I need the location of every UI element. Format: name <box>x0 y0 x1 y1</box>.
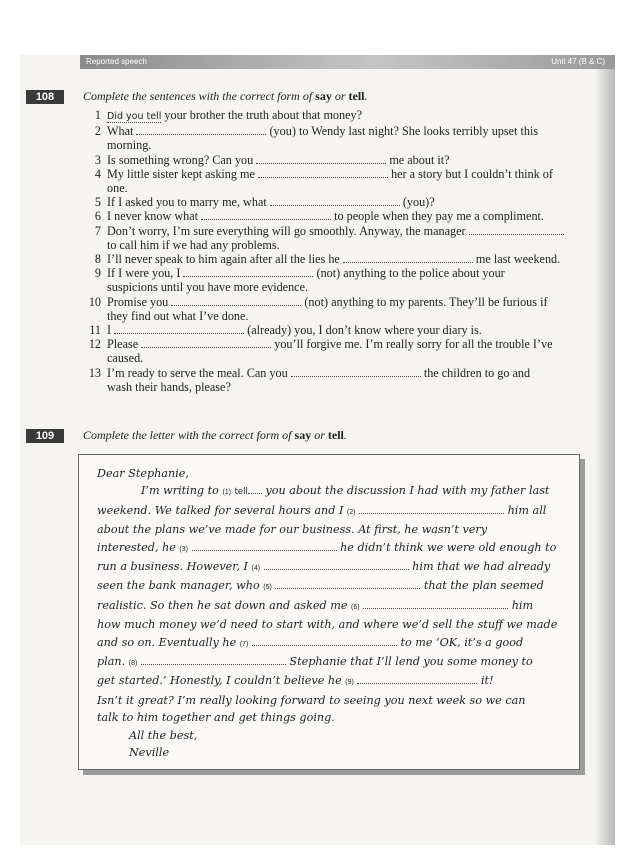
sentence-text <box>107 108 611 124</box>
gap-number: (3) <box>179 545 188 553</box>
letter-closing: All the best, <box>129 728 198 742</box>
sentence-text <box>107 209 611 223</box>
header-unit-label: Unit 47 (B & C) <box>551 57 605 66</box>
sentence-item <box>83 195 611 209</box>
instruction-text: Complete the letter with the correct form of <box>83 428 295 442</box>
answer-blank[interactable] <box>141 337 271 348</box>
textbook-page <box>20 55 615 845</box>
sentence-number: 2 <box>94 124 101 139</box>
answer-blank[interactable] <box>357 673 477 684</box>
letter-signature: Neville <box>129 746 170 760</box>
sentence-text <box>107 366 611 394</box>
answer-blank[interactable] <box>183 266 313 277</box>
sentence-part: My little sister kept asking me <box>107 166 258 181</box>
letter-line: how much money we’d need to start with, and where we’d sell the stuff we made <box>97 618 558 632</box>
sentence-part: I’ll never speak to him again after all the lies he <box>107 252 343 267</box>
sentence-text <box>107 252 611 266</box>
sentence-item <box>83 124 611 152</box>
sentence-part: me about it? <box>386 152 450 167</box>
letter-line: seen the bank manager, who (5) that the plan seemed <box>97 579 544 593</box>
instruction-or: or <box>311 428 328 442</box>
sentence-part: (already) you, I don’t know where your diary is. <box>244 323 482 338</box>
exercise-108-instruction <box>83 89 368 104</box>
exercise-108-sentence-list <box>83 108 611 394</box>
sentence-part: I never know what <box>107 209 202 224</box>
sentence-number: 8 <box>94 252 101 267</box>
sentence-part: Is something wrong? Can you <box>107 152 257 167</box>
answer-blank[interactable] <box>469 224 564 235</box>
letter-line: run a business. However, I (4) him that we had already <box>97 560 551 574</box>
gap-number: (2) <box>346 508 356 516</box>
sentence-part: (you)? <box>399 195 435 210</box>
answer-blank[interactable] <box>248 483 262 494</box>
answer-blank[interactable] <box>256 153 386 164</box>
keyword-tell: tell <box>327 428 344 442</box>
answer-blank[interactable] <box>252 635 397 646</box>
instruction-end: . <box>364 89 368 103</box>
gap-number: (9) <box>345 679 354 687</box>
sentence-text <box>107 124 611 152</box>
sentence-number: 4 <box>94 166 101 181</box>
keyword-tell: tell <box>348 89 365 103</box>
sentence-number: 13 <box>88 365 101 380</box>
sentence-text <box>107 323 611 337</box>
sentence-item <box>83 323 611 337</box>
sentence-number: 12 <box>88 337 101 352</box>
instruction-or: or <box>331 89 349 103</box>
sentence-part: (not) anything to the police about your <box>313 266 505 281</box>
answer-blank[interactable] <box>171 295 301 306</box>
sentence-item <box>83 266 611 294</box>
sentence-number: 7 <box>94 223 101 238</box>
answer-blank[interactable] <box>201 209 331 220</box>
answer-blank[interactable] <box>359 503 504 514</box>
keyword-say: say <box>294 428 312 442</box>
sentence-continuation: to call him if we had any problems. <box>107 237 280 252</box>
sentence-part: (not) anything to my parents. They’ll be furious if <box>301 294 548 309</box>
sentence-item <box>83 224 611 252</box>
gap-number: (6) <box>351 603 360 611</box>
sentence-number: 9 <box>94 266 101 281</box>
sentence-item <box>83 167 611 195</box>
sentence-text <box>107 295 611 323</box>
letter-text <box>97 465 579 762</box>
sentence-text <box>107 195 611 209</box>
keyword-say: say <box>315 89 332 103</box>
sentence-part: to people when they pay me a compliment. <box>331 209 544 224</box>
letter-line: Isn’t it great? I’m really looking forward to seeing you next week so we can <box>97 693 526 707</box>
gap-number: (4) <box>251 565 261 573</box>
answer-blank[interactable] <box>114 323 244 334</box>
sentence-part: Don’t worry, I’m sure everything will go smoothly. Anyway, the manager <box>107 223 469 238</box>
answer-blank[interactable] <box>192 540 337 551</box>
sentence-part: (you) to Wendy last night? She looks terribly upset this <box>266 124 539 139</box>
sentence-part: If I were you, I <box>107 266 184 281</box>
letter-greeting: Dear Stephanie, <box>97 467 189 480</box>
sentence-item <box>83 295 611 323</box>
sentence-item <box>83 252 611 266</box>
exercise-number-108: 108 <box>26 90 64 104</box>
answer-blank[interactable] <box>363 598 508 609</box>
gap-number: (5) <box>263 584 272 592</box>
sentence-part: your brother the truth about that money? <box>161 108 363 122</box>
sentence-part: I <box>107 323 115 338</box>
sentence-number: 5 <box>94 195 101 210</box>
sentence-continuation: they find out what I’ve done. <box>107 308 249 323</box>
sentence-item <box>83 366 611 394</box>
sentence-part: What <box>107 124 137 139</box>
exercise-109-instruction <box>83 428 347 443</box>
letter-line: I’m writing to (1) tell you about the discussion I had with my father last <box>141 484 550 498</box>
sentence-number: 6 <box>94 209 101 224</box>
letter-line: about the plans we’ve made for our business. At first, he wasn’t very <box>97 523 488 537</box>
answer-blank[interactable] <box>258 167 388 178</box>
gap-number: (1) <box>222 489 231 497</box>
sentence-number: 11 <box>89 323 101 338</box>
sentence-text <box>107 153 611 167</box>
letter-line: plan. (8) Stephanie that I’ll lend you some money to <box>97 655 533 669</box>
example-answer: Did you tell <box>107 111 162 122</box>
sentence-part: the children to go and <box>420 365 531 380</box>
sentence-part: me last weekend. <box>472 252 561 267</box>
header-section-title: Reported speech <box>86 57 147 66</box>
sentence-continuation: caused. <box>107 351 144 366</box>
sentence-continuation: morning. <box>107 138 152 153</box>
sentence-text <box>107 337 611 365</box>
instruction-text: Complete the sentences with the correct form of <box>83 89 316 103</box>
gap-number: (8) <box>128 660 138 668</box>
sentence-item <box>83 108 611 124</box>
sentence-continuation: one. <box>107 181 128 196</box>
answer-blank[interactable] <box>270 195 400 206</box>
sentence-continuation: suspicions until you have more evidence. <box>107 280 309 295</box>
sentence-part: Please <box>107 337 142 352</box>
letter-line: get started.’ Honestly, I couldn’t believe he (9) it! <box>97 674 494 688</box>
sentence-item <box>83 153 611 167</box>
answer-blank[interactable] <box>141 654 286 665</box>
gap-answer-example: tell <box>234 487 248 498</box>
letter-line: interested, he (3) he didn’t think we were old enough to <box>97 540 557 554</box>
exercise-number-109: 109 <box>26 429 64 443</box>
answer-blank[interactable] <box>264 559 409 570</box>
letter-line: weekend. We talked for several hours and I (2) him all <box>97 503 547 517</box>
sentence-text <box>107 167 611 195</box>
letter-box <box>78 454 580 770</box>
sentence-part: If I asked you to marry me, what <box>107 195 270 210</box>
sentence-item <box>83 337 611 365</box>
sentence-continuation: wash their hands, please? <box>107 379 231 394</box>
sentence-part: I’m ready to serve the meal. Can you <box>107 365 291 380</box>
sentence-text <box>107 224 611 252</box>
letter-line: realistic. So then he sat down and asked me (6) him <box>97 598 534 612</box>
answer-blank[interactable] <box>136 124 266 135</box>
gap-number: (7) <box>239 640 249 648</box>
sentence-number: 1 <box>94 108 101 122</box>
sentence-item <box>83 209 611 223</box>
sentence-part: you’ll forgive me. I’m really sorry for all the trouble I’ve <box>271 337 553 352</box>
sentence-text <box>107 266 611 294</box>
answer-blank[interactable] <box>291 366 421 377</box>
letter-line: and so on. Eventually he (7) to me ‘OK, it’s a good <box>97 635 524 649</box>
sentence-part: Promise you <box>107 294 172 309</box>
answer-blank[interactable] <box>275 578 420 589</box>
instruction-end: . <box>343 428 347 442</box>
page-header <box>80 55 615 69</box>
sentence-number: 10 <box>88 294 101 309</box>
letter-line: talk to him together and get things going. <box>97 711 335 725</box>
answer-blank[interactable] <box>343 252 473 263</box>
sentence-part: her a story but I couldn’t think of <box>387 166 553 181</box>
sentence-number: 3 <box>94 152 101 167</box>
